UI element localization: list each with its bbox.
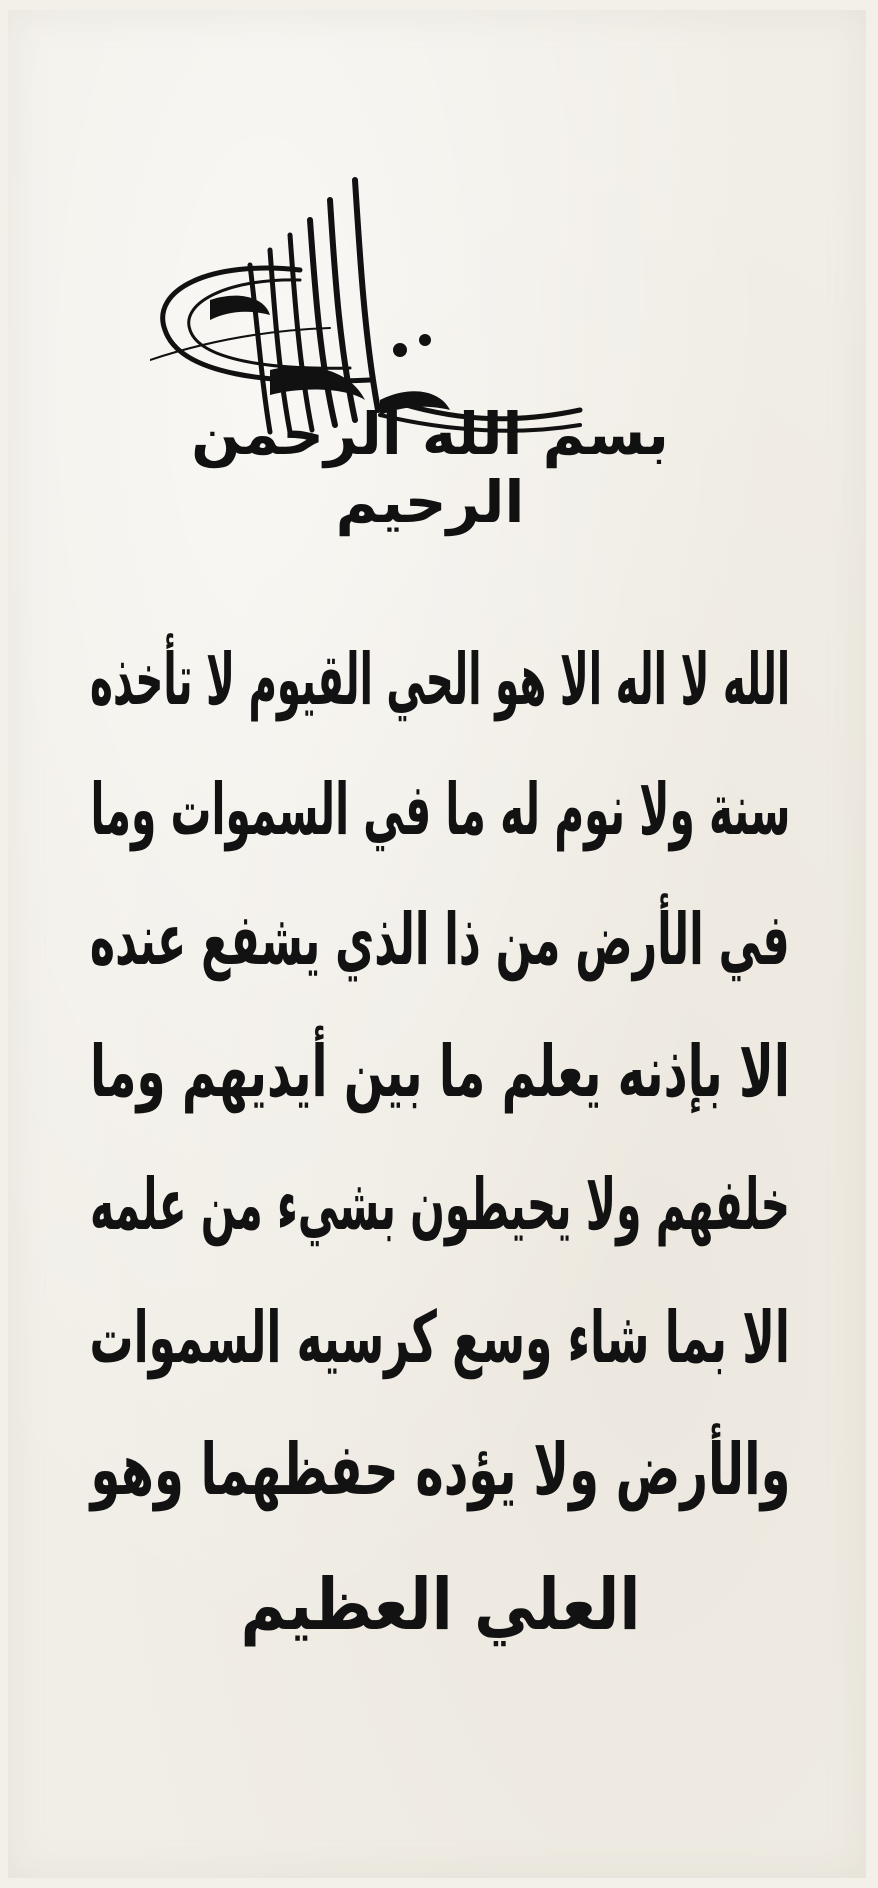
verse-line-8-text: العلي العظيم: [240, 1562, 640, 1647]
verse-line-5-text: خلفهم ولا يحيطون بشيء من علمه: [89, 1162, 791, 1247]
verse-line-4: [90, 1012, 790, 1132]
verse-line-5: [90, 1145, 790, 1265]
basmala-tughra: [150, 170, 710, 550]
verse-line-8: [240, 1545, 640, 1665]
verse-line-3-text: في الأرض من ذا الذي يشفع عنده: [90, 897, 790, 982]
verse-line-7: [90, 1410, 790, 1530]
verse-line-3: [90, 880, 790, 1000]
basmala-text: بسم الله الرحمن الرحيم: [191, 400, 669, 536]
verse-line-2: [90, 750, 790, 870]
verse-line-2-text: سنة ولا نوم له ما في السموات وما: [90, 767, 790, 852]
verse-line-1-text: الله لا اله الا هو الحي القيوم لا تأخذه: [89, 637, 791, 722]
verse-line-4-text: الا بإذنه يعلم ما بين أيديهم وما: [90, 1029, 790, 1114]
verse-line-1: [90, 620, 790, 740]
verse-line-6: [90, 1278, 790, 1398]
verse-line-6-text: الا بما شاء وسع كرسيه السموات: [89, 1295, 791, 1380]
verse-line-7-text: والأرض ولا يؤده حفظهما وهو: [90, 1427, 790, 1512]
